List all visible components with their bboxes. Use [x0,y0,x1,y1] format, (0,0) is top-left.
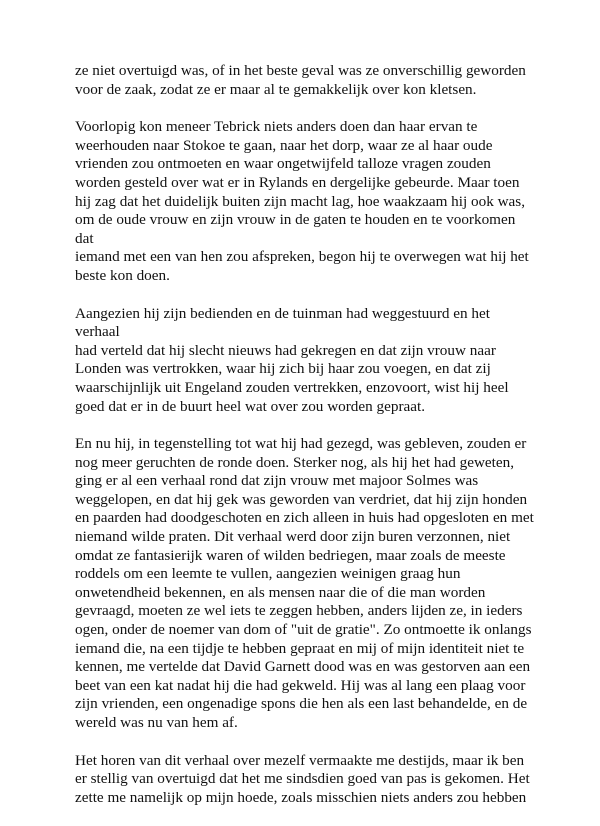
paragraph: Aangezien hij zijn bedienden en de tuinman had weggestuurd en het verhaal had verteld dat hij slecht nieuws had gekregen en dat zijn vrouw naar Londen was vertrokken, waar hij zich bij haar zou voegen, en dat zij waarschijnlijk uit Engeland zouden vertrekken, enzovoort, wist hij heel goed dat er in de buurt heel wat over zou worden gepraat. [75,304,509,415]
paragraph: Voorlopig kon meneer Tebrick niets anders doen dan haar ervan te weerhouden naar Stokoe te gaan, naar het dorp, waar ze al haar oude vrienden zou ontmoeten en waar ongetwijfeld talloze vragen zouden worden gesteld over wat er in Rylands en dergelijke gebeurde. Maar toen hij zag dat het duidelijk buiten zijn macht lag, hoe waakzaam hij ook was, om de oude vrouw en zijn vrouw in de gaten te houden en te voorkomen dat iemand met een van hen zou afspreken, begon hij te overwegen wat hij het beste kon doen. [75,118,529,284]
body-text [75,62,535,826]
paragraph: En nu hij, in tegenstelling tot wat hij had gezegd, was gebleven, zouden er nog meer geruchten de ronde doen. Sterker nog, als hij het had geweten, ging er al een verhaal rond dat zijn vrouw met majoor Solmes was weggelopen, en dat hij gek was geworden van verdriet, dat hij zijn honden en paarden had doodgeschoten en zich alleen in huis had opgesloten en met niemand wilde praten. Dit verhaal werd door zijn buren verzonnen, niet omdat ze fantasierijk waren of wilden bedriegen, maar zoals de meeste roddels om een leemte te vullen, aangezien weinigen graag hun onwetendheid bekennen, en als mensen naar die of die man worden gevraagd, moeten ze wel iets te zeggen hebben, anders lijden ze, in ieders ogen, onder de noemer van dom of "uit de gratie". Zo ontmoette ik onlangs iemand die, na een tijdje te hebben gepraat en mij of mijn identiteit niet te kennen, me vertelde dat David Garnett dood was en was gestorven aan een beet van een kat nadat hij die had gekweld. Hij was al lang een plaag voor zijn vrienden, een ongenadige spons die hen als een last behandelde, en de wereld was nu van hem af. [75,435,534,731]
paragraph: Het horen van dit verhaal over mezelf vermaakte me destijds, maar ik ben er stellig van overtuigd dat het me sindsdien goed van pas is gekomen. Het zette me namelijk op mijn hoede, zoals misschien niets anders zou hebben [75,751,530,806]
paragraph: ze niet overtuigd was, of in het beste geval was ze onverschillig geworden voor de zaak, zodat ze er maar al te gemakkelijk over kon kletsen. [75,62,526,98]
